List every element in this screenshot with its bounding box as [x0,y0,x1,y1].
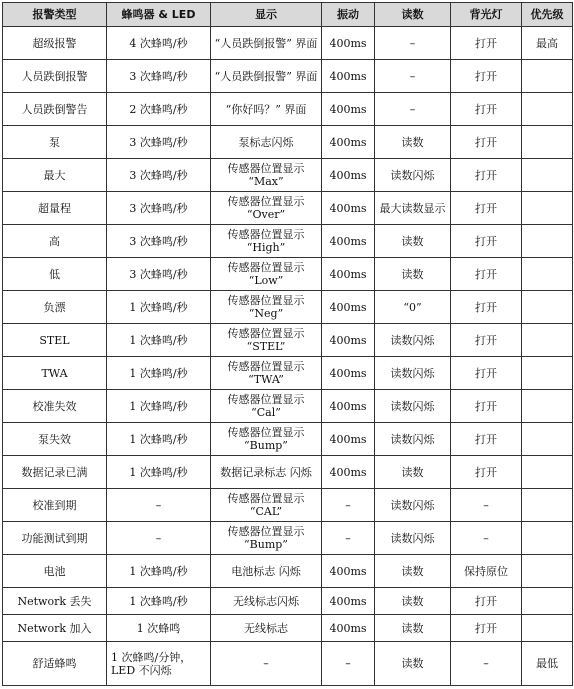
table-row [3,390,573,423]
cell-reading: 读数 [375,126,451,159]
cell-alarm-type: 人员跌倒警告 [3,93,107,126]
cell-display: 传感器位置显示 “Bump” [211,522,322,555]
cell-buzzer-led: 1 次蜂鸣/秒 [107,423,211,456]
table-row [3,588,573,615]
table-header [3,3,573,27]
cell-alarm-type: 功能测试到期 [3,522,107,555]
cell-priority [522,456,573,489]
cell-alarm-type: 负漂 [3,291,107,324]
cell-alarm-type: 超量程 [3,192,107,225]
cell-reading: 读数闪烁 [375,357,451,390]
cell-vibration: 400ms [322,390,375,423]
cell-backlight: – [451,489,522,522]
cell-display: 无线标志闪烁 [211,588,322,615]
cell-vibration: 400ms [322,423,375,456]
header-display: 显示 [211,3,322,27]
cell-buzzer-led: 1 次蜂鸣 [107,615,211,642]
cell-alarm-type: 校准到期 [3,489,107,522]
table-row [3,60,573,93]
cell-vibration: 400ms [322,588,375,615]
cell-priority [522,522,573,555]
cell-vibration: 400ms [322,615,375,642]
cell-alarm-type: STEL [3,324,107,357]
cell-alarm-type: 低 [3,258,107,291]
cell-reading: 读数闪烁 [375,423,451,456]
cell-alarm-type: 高 [3,225,107,258]
cell-buzzer-led: 3 次蜂鸣/秒 [107,159,211,192]
cell-buzzer-led: 3 次蜂鸣/秒 [107,60,211,93]
cell-priority [522,60,573,93]
cell-backlight: 打开 [451,159,522,192]
cell-reading: 读数 [375,615,451,642]
cell-priority: 最低 [522,642,573,686]
cell-alarm-type: 舒适蜂鸣 [3,642,107,686]
cell-reading: 读数 [375,225,451,258]
cell-display: 传感器位置显示 “High” [211,225,322,258]
cell-priority [522,225,573,258]
cell-vibration: 400ms [322,324,375,357]
alarm-table [2,2,573,686]
cell-display: 传感器位置显示 “TWA” [211,357,322,390]
table-row [3,324,573,357]
table-row [3,642,573,686]
cell-vibration: 400ms [322,225,375,258]
cell-alarm-type: 超级报警 [3,27,107,60]
cell-display: “你好吗？” 界面 [211,93,322,126]
cell-buzzer-led: 1 次蜂鸣/分钟， LED 不闪烁 [107,642,211,686]
cell-reading: 读数闪烁 [375,522,451,555]
cell-display: 泵标志闪烁 [211,126,322,159]
table-row [3,159,573,192]
cell-reading: 读数 [375,258,451,291]
cell-backlight: 打开 [451,357,522,390]
cell-alarm-type: 电池 [3,555,107,588]
cell-vibration: – [322,489,375,522]
cell-priority [522,324,573,357]
cell-reading: 最大读数显示 [375,192,451,225]
cell-display: 传感器位置显示 “Low” [211,258,322,291]
table-row [3,258,573,291]
table-row [3,27,573,60]
cell-priority [522,258,573,291]
cell-backlight: 保持原位 [451,555,522,588]
cell-priority [522,555,573,588]
cell-buzzer-led: 1 次蜂鸣/秒 [107,456,211,489]
cell-reading: 读数 [375,588,451,615]
cell-backlight: 打开 [451,324,522,357]
table-row [3,93,573,126]
cell-reading: 读数闪烁 [375,324,451,357]
table-row [3,423,573,456]
cell-priority [522,588,573,615]
cell-vibration: 400ms [322,159,375,192]
cell-priority [522,357,573,390]
cell-backlight: 打开 [451,126,522,159]
cell-priority [522,192,573,225]
cell-reading: 读数 [375,456,451,489]
cell-reading: – [375,27,451,60]
cell-backlight: 打开 [451,456,522,489]
cell-buzzer-led: 4 次蜂鸣/秒 [107,27,211,60]
cell-alarm-type: 数据记录已满 [3,456,107,489]
table-body [3,27,573,686]
table-row [3,225,573,258]
cell-display: 传感器位置显示 “Max” [211,159,322,192]
header-row [3,3,573,27]
cell-vibration: 400ms [322,555,375,588]
cell-buzzer-led: 3 次蜂鸣/秒 [107,192,211,225]
cell-reading: – [375,93,451,126]
cell-display: 电池标志 闪烁 [211,555,322,588]
cell-backlight: 打开 [451,192,522,225]
cell-buzzer-led: 3 次蜂鸣/秒 [107,225,211,258]
cell-buzzer-led: 2 次蜂鸣/秒 [107,93,211,126]
cell-backlight: – [451,642,522,686]
cell-vibration: 400ms [322,456,375,489]
cell-reading: “0” [375,291,451,324]
cell-backlight: 打开 [451,27,522,60]
cell-buzzer-led: 3 次蜂鸣/秒 [107,258,211,291]
cell-display: 传感器位置显示 “CAL” [211,489,322,522]
cell-alarm-type: 校准失效 [3,390,107,423]
cell-vibration: 400ms [322,60,375,93]
cell-vibration: 400ms [322,27,375,60]
cell-alarm-type: 人员跌倒报警 [3,60,107,93]
cell-backlight: 打开 [451,225,522,258]
cell-backlight: 打开 [451,291,522,324]
table-row [3,489,573,522]
cell-buzzer-led: 1 次蜂鸣/秒 [107,555,211,588]
cell-vibration: – [322,642,375,686]
header-reading: 读数 [375,3,451,27]
cell-vibration: 400ms [322,126,375,159]
cell-priority [522,159,573,192]
table-row [3,192,573,225]
cell-priority [522,615,573,642]
cell-display: 传感器位置显示 “Cal” [211,390,322,423]
cell-display: – [211,642,322,686]
cell-vibration: 400ms [322,258,375,291]
header-priority: 优先级 [522,3,573,27]
cell-display: “人员跌倒报警” 界面 [211,27,322,60]
cell-priority [522,489,573,522]
cell-backlight: 打开 [451,93,522,126]
cell-buzzer-led: 1 次蜂鸣/秒 [107,588,211,615]
cell-alarm-type: Network 加入 [3,615,107,642]
cell-buzzer-led: – [107,489,211,522]
header-backlight: 背光灯 [451,3,522,27]
cell-display: 传感器位置显示 “Neg” [211,291,322,324]
cell-buzzer-led: 1 次蜂鸣/秒 [107,357,211,390]
table-row [3,555,573,588]
cell-reading: 读数 [375,555,451,588]
table-row [3,357,573,390]
cell-display: 传感器位置显示 “Bump” [211,423,322,456]
cell-priority [522,291,573,324]
cell-buzzer-led: 3 次蜂鸣/秒 [107,126,211,159]
header-buzzer-led: 蜂鸣器 & LED [107,3,211,27]
cell-reading: 读数闪烁 [375,489,451,522]
table-row [3,291,573,324]
cell-vibration: 400ms [322,291,375,324]
cell-vibration: – [322,522,375,555]
cell-backlight: 打开 [451,615,522,642]
cell-display: 传感器位置显示 “Over” [211,192,322,225]
cell-alarm-type: 泵失效 [3,423,107,456]
cell-buzzer-led: 1 次蜂鸣/秒 [107,291,211,324]
cell-backlight: 打开 [451,60,522,93]
cell-reading: – [375,60,451,93]
cell-display: 传感器位置显示 “STEL” [211,324,322,357]
cell-reading: 读数闪烁 [375,159,451,192]
cell-priority [522,126,573,159]
cell-backlight: 打开 [451,423,522,456]
cell-reading: 读数闪烁 [375,390,451,423]
cell-display: 无线标志 [211,615,322,642]
cell-buzzer-led: – [107,522,211,555]
cell-alarm-type: TWA [3,357,107,390]
cell-priority: 最高 [522,27,573,60]
cell-reading: 读数 [375,642,451,686]
table-row [3,126,573,159]
cell-vibration: 400ms [322,357,375,390]
cell-backlight: 打开 [451,588,522,615]
cell-display: “人员跌倒报警” 界面 [211,60,322,93]
header-alarm-type: 报警类型 [3,3,107,27]
table-row [3,615,573,642]
cell-buzzer-led: 1 次蜂鸣/秒 [107,390,211,423]
cell-priority [522,93,573,126]
cell-vibration: 400ms [322,192,375,225]
header-vibration: 振动 [322,3,375,27]
cell-backlight: – [451,522,522,555]
table-row [3,456,573,489]
cell-backlight: 打开 [451,390,522,423]
cell-alarm-type: Network 丢失 [3,588,107,615]
cell-buzzer-led: 1 次蜂鸣/秒 [107,324,211,357]
cell-priority [522,390,573,423]
table-row [3,522,573,555]
cell-vibration: 400ms [322,93,375,126]
cell-alarm-type: 最大 [3,159,107,192]
cell-display: 数据记录标志 闪烁 [211,456,322,489]
cell-alarm-type: 泵 [3,126,107,159]
cell-backlight: 打开 [451,258,522,291]
cell-priority [522,423,573,456]
